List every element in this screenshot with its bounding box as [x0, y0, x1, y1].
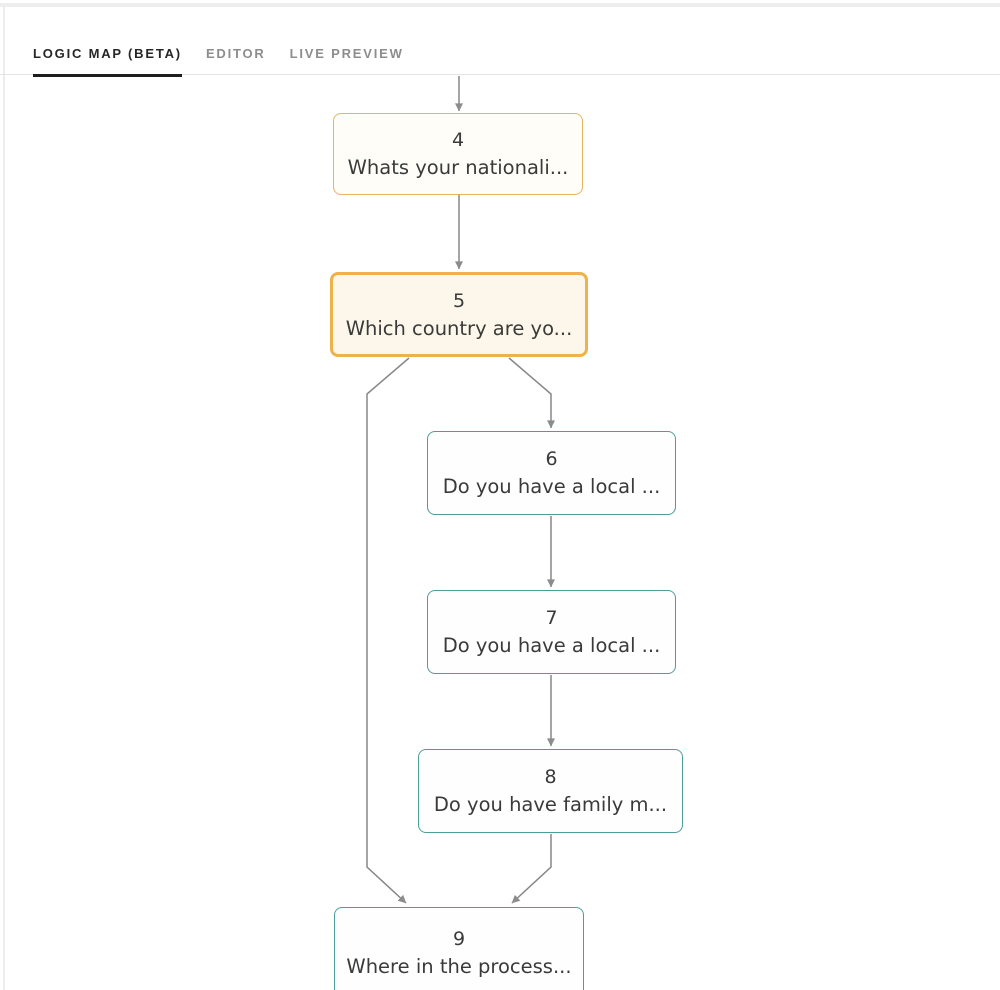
node-number: 9	[452, 928, 466, 950]
tab-logic-map[interactable]: LOGIC MAP (BETA)	[33, 46, 182, 77]
node-number: 5	[452, 289, 466, 312]
node-label: Whats your nationali...	[347, 156, 569, 179]
flow-node-6[interactable]	[427, 431, 676, 515]
flow-node-7[interactable]	[427, 590, 676, 674]
node-number: 4	[451, 129, 465, 151]
tab-bar	[33, 46, 404, 77]
flow-node-5-selected[interactable]	[330, 272, 588, 357]
flow-node-4[interactable]	[333, 113, 583, 195]
edge-5-to-6	[509, 358, 551, 428]
node-label: Where in the process...	[346, 955, 572, 978]
node-number: 8	[544, 766, 557, 788]
tab-live-preview[interactable]: LIVE PREVIEW	[289, 46, 404, 61]
node-number: 6	[545, 448, 558, 470]
node-label: Do you have a local ...	[442, 475, 661, 498]
node-label: Do you have a local ...	[442, 634, 661, 657]
tab-editor[interactable]: EDITOR	[205, 46, 266, 61]
node-number: 7	[545, 607, 558, 629]
node-label: Which country are yo...	[345, 316, 573, 340]
edge-8-to-9	[512, 834, 551, 903]
flow-node-9[interactable]	[334, 907, 584, 990]
flow-node-8[interactable]	[418, 749, 683, 833]
edge-5-to-9	[367, 358, 409, 903]
node-label: Do you have family m...	[433, 793, 668, 816]
